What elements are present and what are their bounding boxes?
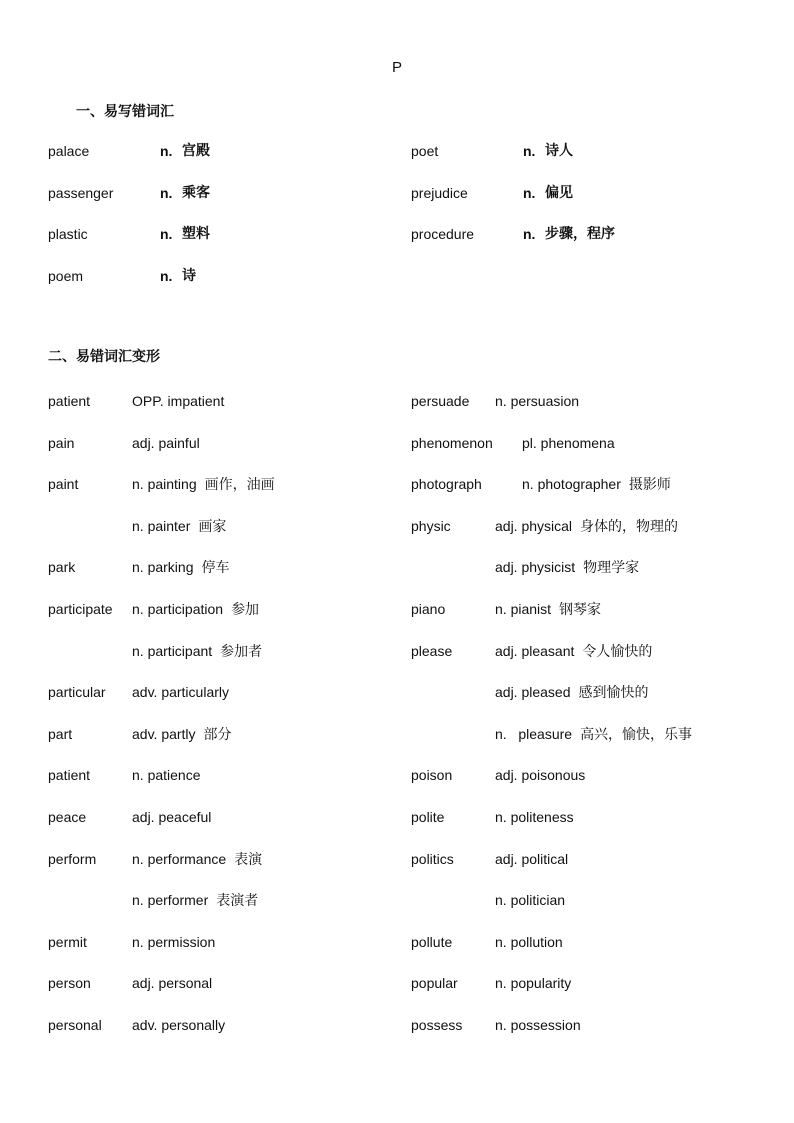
word-form: adj. physicist 物理学家 [495, 559, 640, 577]
word-meaning: 表演者 [216, 893, 259, 910]
word-form: n. pleasure 高兴，愉快，乐事 [495, 725, 693, 743]
word-root: peace [48, 809, 87, 825]
word-meaning: 画作，油画 [204, 477, 275, 494]
word-form: n. pollution [495, 933, 563, 950]
word-form: adj. physical 身体的，物理的 [495, 517, 679, 535]
word-root: participate [48, 601, 113, 617]
word-root: part [48, 725, 73, 742]
vocab-word: poet [411, 143, 439, 159]
word-root: pollute [411, 933, 453, 950]
word-meaning: 高兴，愉快，乐事 [580, 726, 693, 743]
word-form: adj. pleased 感到愉快的 [495, 684, 649, 702]
vocab-word: palace [48, 143, 90, 159]
word-meaning: 画家 [198, 518, 227, 535]
word-form: OPP. impatient [132, 393, 225, 409]
word-form: n. possession [495, 1017, 581, 1033]
word-form: n. patience [132, 767, 201, 784]
word-meaning: 令人愉快的 [582, 643, 653, 660]
page-title: P [392, 59, 403, 76]
word-form: adv. personally [132, 1017, 226, 1033]
word-meaning: 身体的，物理的 [580, 518, 679, 535]
word-form: pl. phenomena [522, 434, 615, 451]
word-root: perform [48, 850, 97, 867]
vocab-meaning: 宫殿 [182, 143, 210, 159]
word-meaning: 部分 [203, 726, 232, 743]
vocab-meaning: 乘客 [182, 184, 210, 201]
word-root: particular [48, 684, 106, 701]
word-form: adj. political [495, 850, 569, 867]
vocab-word: poem [48, 267, 84, 284]
word-form: adj. personal [132, 975, 213, 992]
word-root: patient [48, 767, 91, 784]
word-form: adj. peaceful [132, 809, 212, 825]
word-form: n. participant 参加者 [132, 642, 263, 660]
word-root: politics [411, 850, 454, 867]
vocab-meaning: 塑料 [182, 226, 210, 242]
vocab-pos: n. [523, 143, 536, 159]
word-form: n. pianist 钢琴家 [495, 601, 602, 618]
section2-heading: 二、易错词汇变形 [48, 349, 160, 365]
word-root: poison [411, 767, 453, 784]
word-root: popular [411, 975, 458, 992]
word-form: n. popularity [495, 975, 572, 992]
vocab-pos: n. [523, 226, 536, 242]
word-form: n. painting 画作，油画 [132, 476, 275, 494]
word-meaning: 表演 [234, 851, 263, 868]
word-root: piano [411, 601, 446, 617]
word-meaning: 物理学家 [583, 560, 640, 577]
vocab-meaning: 步骤，程序 [545, 226, 615, 242]
vocab-pos: n. [523, 184, 536, 201]
word-root: paint [48, 476, 79, 493]
word-root: persuade [411, 393, 470, 409]
word-root: polite [411, 809, 445, 825]
word-root: patient [48, 393, 91, 409]
vocab-word: plastic [48, 226, 88, 242]
section1-heading: 一、易写错词汇 [76, 104, 174, 120]
word-root: personal [48, 1017, 102, 1033]
word-root: permit [48, 933, 87, 950]
word-form: adj. pleasant 令人愉快的 [495, 642, 653, 660]
vocab-meaning: 偏见 [545, 184, 573, 201]
word-meaning: 参加者 [220, 643, 263, 660]
vocab-meaning: 诗 [182, 267, 196, 284]
word-root: please [411, 642, 453, 659]
word-root: photograph [411, 476, 482, 493]
word-meaning: 摄影师 [628, 477, 671, 494]
word-root: park [48, 559, 76, 576]
word-form: n. painter 画家 [132, 517, 227, 535]
vocab-meaning: 诗人 [545, 143, 573, 159]
word-root: phenomenon [411, 434, 493, 451]
word-form: adj. painful [132, 434, 200, 451]
word-root: person [48, 975, 91, 992]
word-form: n. politeness [495, 809, 574, 825]
word-form: n. parking 停车 [132, 559, 230, 577]
vocab-word: prejudice [411, 184, 468, 201]
word-form: adv. particularly [132, 684, 230, 701]
word-root: physic [411, 517, 451, 534]
vocab-pos: n. [160, 143, 173, 159]
word-meaning: 参加 [231, 602, 260, 618]
word-meaning: 感到愉快的 [578, 685, 649, 702]
word-form: n. photographer 摄影师 [522, 476, 671, 494]
word-root: pain [48, 434, 75, 451]
word-form: adv. partly 部分 [132, 725, 232, 743]
word-form: n. participation 参加 [132, 601, 260, 618]
word-form: n. persuasion [495, 393, 580, 409]
word-root: possess [411, 1017, 463, 1033]
word-meaning: 钢琴家 [559, 602, 602, 618]
word-form: adj. poisonous [495, 767, 586, 784]
word-form: n. performer 表演者 [132, 892, 259, 910]
vocab-pos: n. [160, 267, 173, 284]
vocab-pos: n. [160, 226, 173, 242]
word-form: n. performance 表演 [132, 850, 263, 868]
word-meaning: 停车 [201, 560, 230, 577]
word-form: n. permission [132, 933, 216, 950]
word-form: n. politician [495, 892, 566, 909]
vocab-pos: n. [160, 184, 173, 201]
vocab-word: procedure [411, 226, 475, 242]
vocab-word: passenger [48, 184, 114, 201]
